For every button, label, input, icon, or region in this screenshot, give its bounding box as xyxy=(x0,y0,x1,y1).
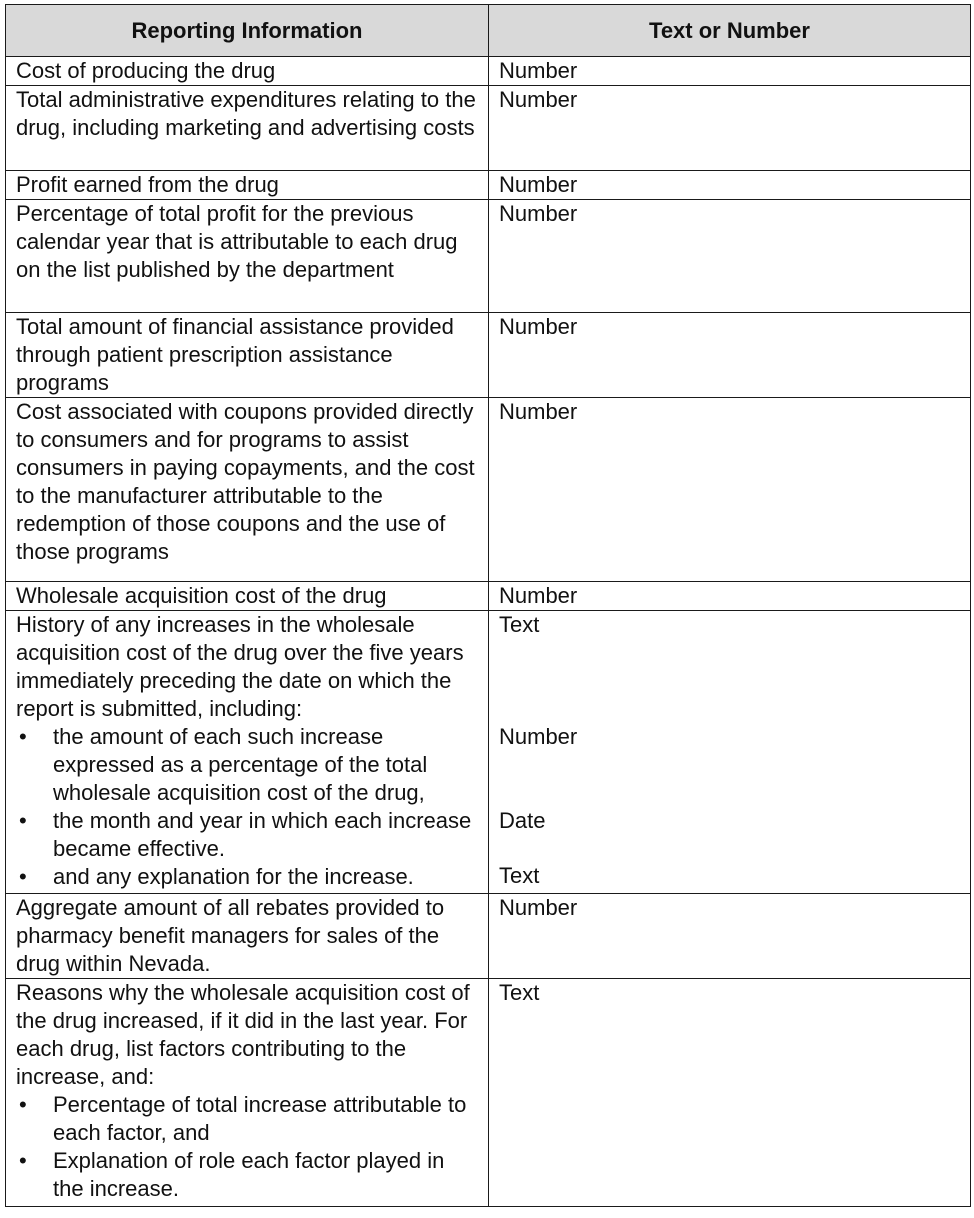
wac-reasons-bullets xyxy=(16,1091,480,1203)
value-type-cell: Number xyxy=(489,313,971,398)
wac-reasons-intro: Reasons why the wholesale acquisition cost of the drug increased, if it did in the last year. For each drug, list factors contributing to the increase, and: xyxy=(16,980,470,1089)
value-type-number: Number xyxy=(499,724,578,749)
list-item: • the amount of each such increase expressed as a percentage of the total wholesale acquisition cost of the drug, xyxy=(16,723,480,807)
value-type-date: Date xyxy=(499,808,546,833)
table-row xyxy=(6,313,971,398)
wac-history-bullets xyxy=(16,723,480,891)
table-row xyxy=(6,979,971,1207)
table-header-row xyxy=(6,5,971,57)
value-type-cell xyxy=(489,611,971,894)
reporting-info-cell: Cost associated with coupons provided directly to consumers and for programs to assist consumers in paying copayments, and the cost to the manufacturer attributable to the redemption of those coupons and the use of those programs xyxy=(6,398,489,582)
table-row xyxy=(6,200,971,313)
header-text-or-number: Text or Number xyxy=(489,5,971,57)
table-row xyxy=(6,86,971,171)
table-row xyxy=(6,611,971,894)
reporting-info-cell: Aggregate amount of all rebates provided to pharmacy benefit managers for sales of the drug within Nevada. xyxy=(6,894,489,979)
value-type-cell: Number xyxy=(489,582,971,611)
list-item: • the month and year in which each increase became effective. xyxy=(16,807,480,863)
list-item: • and any explanation for the increase. xyxy=(16,863,480,891)
table-row xyxy=(6,894,971,979)
reporting-info-cell: Total administrative expenditures relating to the drug, including marketing and advertising costs xyxy=(6,86,489,171)
value-type-cell: Number xyxy=(489,398,971,582)
reporting-info-cell: Percentage of total profit for the previous calendar year that is attributable to each drug on the list published by the department xyxy=(6,200,489,313)
value-type-text: Text xyxy=(499,612,540,637)
table-row xyxy=(6,171,971,200)
table-row xyxy=(6,57,971,86)
reporting-info-cell xyxy=(6,979,489,1207)
value-type-cell: Text xyxy=(489,979,971,1207)
reporting-table xyxy=(5,4,971,1207)
value-type-cell: Number xyxy=(489,171,971,200)
reporting-info-cell: Cost of producing the drug xyxy=(6,57,489,86)
table-row xyxy=(6,582,971,611)
value-type-cell: Number xyxy=(489,894,971,979)
value-type-text-explanation: Text xyxy=(499,863,540,888)
reporting-info-cell: Total amount of financial assistance provided through patient prescription assistance programs xyxy=(6,313,489,398)
reporting-info-cell xyxy=(6,611,489,894)
value-type-cell: Number xyxy=(489,200,971,313)
reporting-info-cell: Wholesale acquisition cost of the drug xyxy=(6,582,489,611)
value-type-cell: Number xyxy=(489,57,971,86)
table-row xyxy=(6,398,971,582)
wac-history-intro: History of any increases in the wholesale acquisition cost of the drug over the five years immediately preceding the date on which the report is submitted, including: xyxy=(16,612,464,721)
value-type-cell: Number xyxy=(489,86,971,171)
list-item: • Explanation of role each factor played in the increase. xyxy=(16,1147,480,1203)
header-reporting-information: Reporting Information xyxy=(6,5,489,57)
list-item: • Percentage of total increase attributable to each factor, and xyxy=(16,1091,480,1147)
reporting-info-cell: Profit earned from the drug xyxy=(6,171,489,200)
